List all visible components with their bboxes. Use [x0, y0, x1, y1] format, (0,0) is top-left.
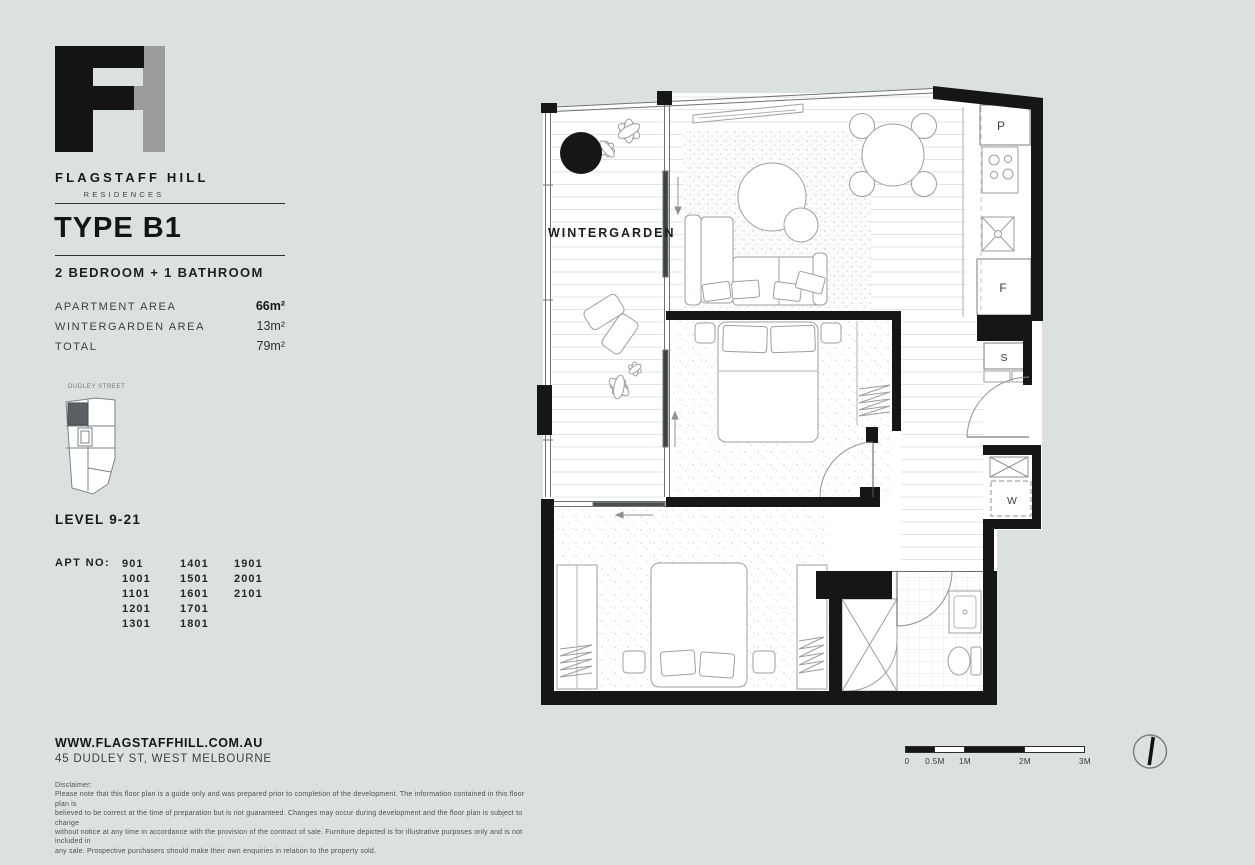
area-row-total — [55, 338, 285, 358]
area-label: APARTMENT AREA — [55, 301, 177, 313]
list-item: 1801 — [180, 618, 209, 630]
divider — [55, 203, 285, 204]
address-line: 45 DUDLEY ST, WEST MELBOURNE — [55, 753, 272, 765]
disclaimer-block — [55, 781, 535, 856]
fridge-label: F — [999, 281, 1007, 295]
flagstaff-hill-logo — [55, 46, 167, 154]
storage-label: S — [1000, 352, 1008, 364]
disclaimer-lines — [55, 790, 535, 856]
scale-bar — [904, 746, 1091, 768]
area-value: 66m² — [255, 299, 285, 313]
keyplan-street-label: DUDLEY STREET — [68, 384, 126, 390]
list-item: without notice at any time in accordance with the provision of the contract of sale. Furniture depicted is for illustrative purposes only and is not included in — [55, 829, 523, 846]
configuration-label: 2 BEDROOM + 1 BATHROOM — [55, 265, 264, 280]
scale-tick: 2M — [1019, 757, 1031, 766]
area-row-apartment — [55, 298, 285, 318]
list-item: 1501 — [180, 573, 209, 585]
list-item: believed to be correct at the time of preparation but is not guaranteed. Changes may occur during development and the floor plan is subject to change — [55, 810, 523, 827]
washer-label: W — [1007, 495, 1017, 507]
wintergarden-label: WINTERGARDEN — [548, 226, 676, 240]
website-url: WWW.FLAGSTAFFHILL.COM.AU — [55, 736, 263, 750]
list-item: 2101 — [234, 588, 263, 600]
list-item: 1701 — [180, 603, 209, 615]
wintergarden-table — [560, 132, 602, 174]
apt-column-3 — [234, 557, 263, 602]
disclaimer-title: Disclaimer: — [55, 782, 92, 789]
list-item: 1301 — [122, 618, 151, 630]
list-item: any sale. Prospective purchasers should make their own enquiries in relation to the property sold. — [55, 847, 377, 855]
list-item: 1601 — [180, 588, 209, 600]
scale-tick: 0.5M — [925, 757, 945, 766]
list-item: Please note that this floor plan is a guide only and was prepared prior to completion of the development. The information contained in this floor plan is — [55, 791, 525, 808]
area-value: 79m² — [256, 339, 285, 353]
list-item: 901 — [122, 558, 144, 570]
apt-no-label: APT NO: — [55, 557, 111, 569]
area-row-wintergarden — [55, 318, 285, 338]
highlighted-unit — [68, 403, 88, 425]
brand-subtitle: RESIDENCES — [83, 190, 165, 199]
brand-name: FLAGSTAFF HILL — [55, 170, 209, 185]
list-item: 2001 — [234, 573, 263, 585]
scale-tick: 0 — [904, 757, 910, 766]
apt-column-2 — [180, 557, 209, 632]
list-item: 1901 — [234, 558, 263, 570]
north-arrow-icon — [1128, 730, 1172, 774]
area-value: 13m² — [256, 319, 285, 333]
list-item: 1201 — [122, 603, 151, 615]
level-label: LEVEL 9-21 — [55, 512, 142, 527]
pantry-label: P — [996, 119, 1006, 133]
area-label: WINTERGARDEN AREA — [55, 321, 206, 333]
scale-tick: 1M — [959, 757, 971, 766]
area-label: TOTAL — [55, 341, 98, 353]
list-item: 1101 — [122, 588, 151, 600]
list-item: 1001 — [122, 573, 151, 585]
floorplan-drawing — [535, 85, 1045, 710]
apt-column-1 — [122, 557, 151, 632]
divider — [55, 255, 285, 256]
page-title: TYPE B1 — [54, 212, 182, 244]
list-item: 1401 — [180, 558, 209, 570]
scale-tick: 3M — [1079, 757, 1091, 766]
keyplan-mini-map — [62, 396, 120, 500]
